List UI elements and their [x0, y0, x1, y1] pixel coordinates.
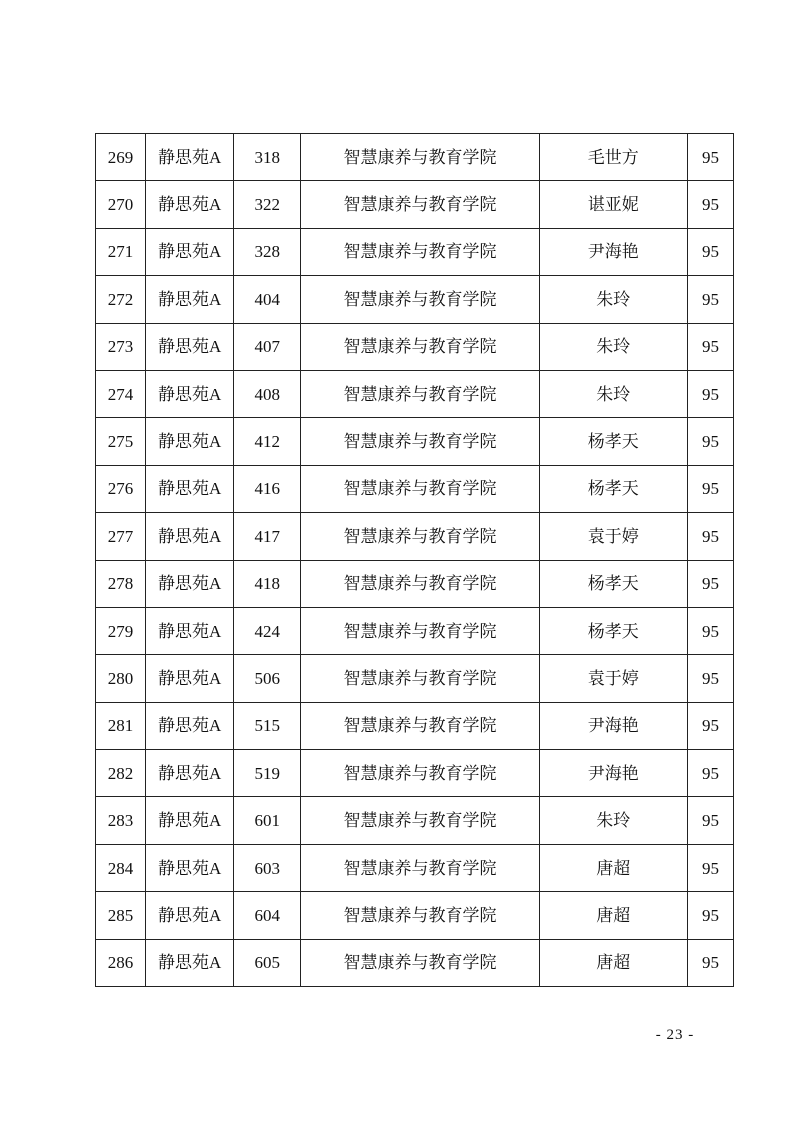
row-number-cell: 275: [96, 418, 146, 465]
room-number-cell: 605: [234, 939, 301, 986]
college-cell: 智慧康养与教育学院: [301, 702, 539, 749]
college-cell: 智慧康养与教育学院: [301, 655, 539, 702]
score-cell: 95: [687, 228, 733, 275]
college-cell: 智慧康养与教育学院: [301, 939, 539, 986]
building-cell: 静思苑A: [146, 892, 234, 939]
room-number-cell: 424: [234, 607, 301, 654]
person-cell: 尹海艳: [539, 750, 687, 797]
building-cell: 静思苑A: [146, 418, 234, 465]
row-number-cell: 283: [96, 797, 146, 844]
building-cell: 静思苑A: [146, 181, 234, 228]
table-row: [96, 892, 734, 939]
table-row: [96, 465, 734, 512]
building-cell: 静思苑A: [146, 844, 234, 891]
score-cell: 95: [687, 655, 733, 702]
building-cell: 静思苑A: [146, 607, 234, 654]
row-number-cell: 273: [96, 323, 146, 370]
table-row: [96, 607, 734, 654]
score-cell: 95: [687, 181, 733, 228]
room-number-cell: 408: [234, 370, 301, 417]
room-number-cell: 328: [234, 228, 301, 275]
table-row: [96, 418, 734, 465]
person-cell: 朱玲: [539, 370, 687, 417]
score-cell: 95: [687, 750, 733, 797]
score-cell: 95: [687, 844, 733, 891]
row-number-cell: 284: [96, 844, 146, 891]
person-cell: 毛世方: [539, 134, 687, 181]
college-cell: 智慧康养与教育学院: [301, 276, 539, 323]
building-cell: 静思苑A: [146, 797, 234, 844]
college-cell: 智慧康养与教育学院: [301, 560, 539, 607]
table-row: [96, 276, 734, 323]
person-cell: 谌亚妮: [539, 181, 687, 228]
building-cell: 静思苑A: [146, 513, 234, 560]
row-number-cell: 281: [96, 702, 146, 749]
table-row: [96, 844, 734, 891]
room-number-cell: 322: [234, 181, 301, 228]
room-number-cell: 404: [234, 276, 301, 323]
person-cell: 朱玲: [539, 797, 687, 844]
building-cell: 静思苑A: [146, 228, 234, 275]
college-cell: 智慧康养与教育学院: [301, 750, 539, 797]
building-cell: 静思苑A: [146, 134, 234, 181]
building-cell: 静思苑A: [146, 370, 234, 417]
table-row: [96, 750, 734, 797]
room-number-cell: 519: [234, 750, 301, 797]
row-number-cell: 280: [96, 655, 146, 702]
score-cell: 95: [687, 797, 733, 844]
room-number-cell: 506: [234, 655, 301, 702]
room-number-cell: 318: [234, 134, 301, 181]
college-cell: 智慧康养与教育学院: [301, 797, 539, 844]
person-cell: 尹海艳: [539, 702, 687, 749]
room-number-cell: 603: [234, 844, 301, 891]
person-cell: 唐超: [539, 844, 687, 891]
room-number-cell: 407: [234, 323, 301, 370]
room-number-cell: 418: [234, 560, 301, 607]
table-row: [96, 655, 734, 702]
row-number-cell: 274: [96, 370, 146, 417]
row-number-cell: 269: [96, 134, 146, 181]
table-row: [96, 560, 734, 607]
room-number-cell: 604: [234, 892, 301, 939]
room-number-cell: 601: [234, 797, 301, 844]
building-cell: 静思苑A: [146, 276, 234, 323]
row-number-cell: 285: [96, 892, 146, 939]
room-number-cell: 416: [234, 465, 301, 512]
college-cell: 智慧康养与教育学院: [301, 892, 539, 939]
person-cell: 尹海艳: [539, 228, 687, 275]
college-cell: 智慧康养与教育学院: [301, 134, 539, 181]
building-cell: 静思苑A: [146, 702, 234, 749]
building-cell: 静思苑A: [146, 750, 234, 797]
row-number-cell: 277: [96, 513, 146, 560]
building-cell: 静思苑A: [146, 939, 234, 986]
score-cell: 95: [687, 276, 733, 323]
college-cell: 智慧康养与教育学院: [301, 513, 539, 560]
table-row: [96, 181, 734, 228]
row-number-cell: 270: [96, 181, 146, 228]
score-cell: 95: [687, 134, 733, 181]
person-cell: 袁于婷: [539, 655, 687, 702]
college-cell: 智慧康养与教育学院: [301, 418, 539, 465]
score-cell: 95: [687, 465, 733, 512]
person-cell: 朱玲: [539, 323, 687, 370]
records-table: [95, 133, 734, 987]
score-cell: 95: [687, 560, 733, 607]
room-number-cell: 417: [234, 513, 301, 560]
score-cell: 95: [687, 418, 733, 465]
building-cell: 静思苑A: [146, 560, 234, 607]
building-cell: 静思苑A: [146, 323, 234, 370]
row-number-cell: 278: [96, 560, 146, 607]
college-cell: 智慧康养与教育学院: [301, 607, 539, 654]
page-number: - 23 -: [655, 1027, 695, 1043]
table-row: [96, 513, 734, 560]
building-cell: 静思苑A: [146, 465, 234, 512]
records-table-body: [96, 134, 734, 987]
table-row: [96, 228, 734, 275]
college-cell: 智慧康养与教育学院: [301, 228, 539, 275]
row-number-cell: 276: [96, 465, 146, 512]
person-cell: 唐超: [539, 892, 687, 939]
person-cell: 唐超: [539, 939, 687, 986]
person-cell: 朱玲: [539, 276, 687, 323]
person-cell: 杨孝天: [539, 418, 687, 465]
room-number-cell: 515: [234, 702, 301, 749]
row-number-cell: 271: [96, 228, 146, 275]
college-cell: 智慧康养与教育学院: [301, 465, 539, 512]
table-row: [96, 702, 734, 749]
college-cell: 智慧康养与教育学院: [301, 181, 539, 228]
score-cell: 95: [687, 513, 733, 560]
score-cell: 95: [687, 939, 733, 986]
score-cell: 95: [687, 892, 733, 939]
person-cell: 杨孝天: [539, 465, 687, 512]
table-row: [96, 939, 734, 986]
table-row: [96, 134, 734, 181]
college-cell: 智慧康养与教育学院: [301, 323, 539, 370]
score-cell: 95: [687, 702, 733, 749]
score-cell: 95: [687, 607, 733, 654]
building-cell: 静思苑A: [146, 655, 234, 702]
score-cell: 95: [687, 323, 733, 370]
college-cell: 智慧康养与教育学院: [301, 844, 539, 891]
score-cell: 95: [687, 370, 733, 417]
row-number-cell: 282: [96, 750, 146, 797]
row-number-cell: 279: [96, 607, 146, 654]
person-cell: 杨孝天: [539, 560, 687, 607]
table-row: [96, 323, 734, 370]
row-number-cell: 286: [96, 939, 146, 986]
person-cell: 杨孝天: [539, 607, 687, 654]
room-number-cell: 412: [234, 418, 301, 465]
college-cell: 智慧康养与教育学院: [301, 370, 539, 417]
person-cell: 袁于婷: [539, 513, 687, 560]
table-row: [96, 797, 734, 844]
row-number-cell: 272: [96, 276, 146, 323]
table-row: [96, 370, 734, 417]
